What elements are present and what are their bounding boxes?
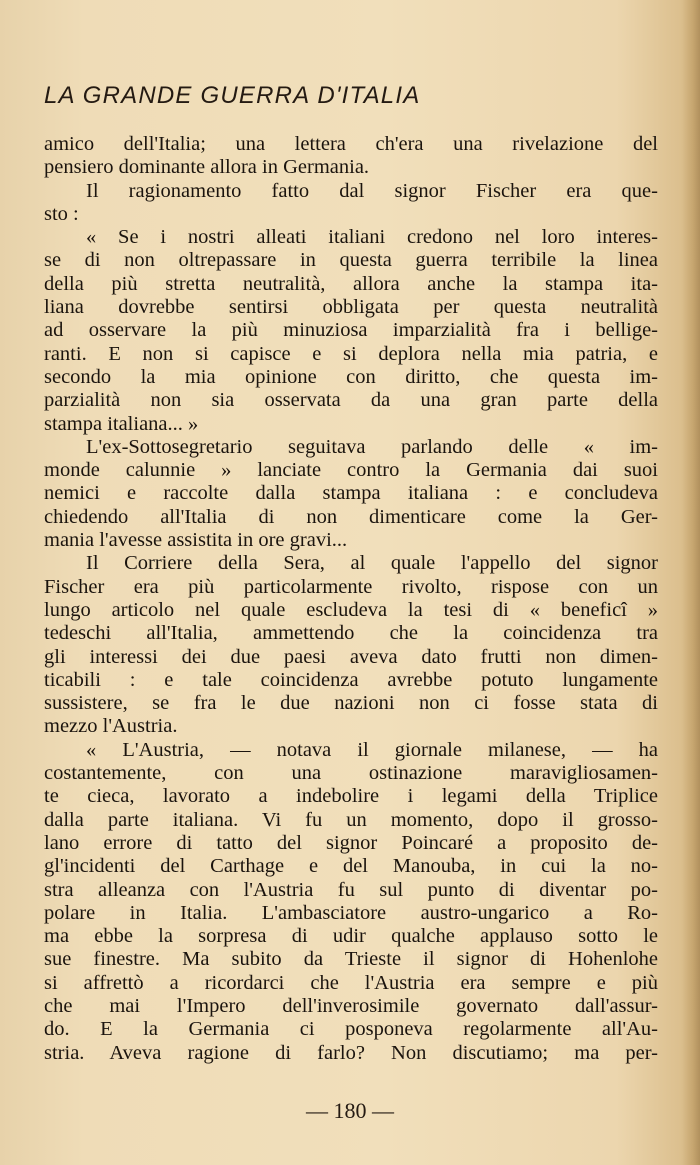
text-line: polare in Italia. L'ambasciatore austro-ungarico a Ro- — [44, 901, 658, 924]
text-line: Il ragionamento fatto dal signor Fischer era que- — [86, 179, 658, 202]
text-line: « L'Austria, — notava il giornale milanese, — ha — [86, 738, 658, 761]
text-line: Il Corriere della Sera, al quale l'appello del signor — [86, 552, 658, 575]
text-line: stra alleanza con l'Austria fu sul punto di diventar po- — [44, 878, 658, 901]
text-line: della più stretta neutralità, allora anche la stampa ita- — [44, 272, 658, 295]
text-line: amico dell'Italia; una lettera ch'era una rivelazione del — [44, 133, 658, 155]
text-line: che mai l'Impero dell'inverosimile governato dall'assur- — [44, 994, 658, 1017]
text-line: « Se i nostri alleati italiani credono nel loro interes- — [86, 226, 658, 249]
running-head: LA GRANDE GUERRA D'ITALIA — [44, 82, 421, 109]
text-line: se di non oltrepassare in questa guerra terribile la linea — [44, 249, 658, 272]
text-line: secondo la mia opinione con diritto, che questa im- — [44, 365, 658, 388]
text-line: gl'incidenti del Carthage e del Manouba, in cui la no- — [44, 855, 658, 878]
text-line: sto : — [44, 202, 79, 225]
text-line: ticabili : e tale coincidenza avrebbe potuto lungamente — [44, 668, 658, 691]
text-line: ranti. E non si capisce e si deplora nella mia patria, e — [44, 342, 658, 365]
text-line: pensiero dominante allora in Germania. — [44, 156, 370, 179]
text-line: sue finestre. Ma subito da Trieste il signor di Hohenlohe — [44, 948, 658, 971]
text-line: sussistere, se fra le due nazioni non ci fosse stata di — [44, 692, 658, 715]
text-line: lungo articolo nel quale escludeva la tesi di « beneficî » — [44, 598, 658, 621]
text-line: costantemente, con una ostinazione maravigliosamen- — [44, 762, 658, 785]
text-line: lano errore di tatto del signor Poincaré a proposito de- — [44, 831, 658, 854]
text-line: te cieca, lavorato a indebolire i legami della Triplice — [44, 785, 658, 808]
text-line: si affrettò a ricordarci che l'Austria era sempre e più — [44, 971, 658, 994]
text-line: ad osservare la più minuziosa imparzialità fra i bellige- — [44, 319, 658, 342]
text-line: ma ebbe la sorpresa di udir qualche applauso sotto le — [44, 925, 658, 948]
text-line: L'ex-Sottosegretario seguitava parlando delle « im- — [86, 435, 658, 458]
text-line: stria. Aveva ragione di farlo? Non discutiamo; ma per- — [44, 1041, 658, 1064]
text-line: parzialità non sia osservata da una gran parte della — [44, 389, 658, 412]
text-line: gli interessi dei due paesi aveva dato frutti non dimen- — [44, 645, 658, 668]
text-line: nemici e raccolte dalla stampa italiana : e concludeva — [44, 482, 658, 505]
text-line: Fischer era più particolarmente rivolto, rispose con un — [44, 575, 658, 598]
page-number: — 180 — — [306, 1098, 394, 1123]
text-line: mania l'avesse assistita in ore gravi... — [44, 529, 348, 552]
text-line: do. E la Germania ci posponeva regolarmente all'Au- — [44, 1018, 658, 1041]
text-line: mezzo l'Austria. — [44, 715, 178, 738]
text-line: stampa italiana... » — [44, 412, 199, 435]
text-line: liana dovrebbe sentirsi obbligata per questa neutralità — [44, 296, 658, 319]
page-edge-shadow — [682, 0, 700, 1165]
text-line: monde calunnie » lanciate contro la Germania dai suoi — [44, 459, 658, 482]
text-line: dalla parte italiana. Vi fu un momento, dopo il grosso- — [44, 808, 658, 831]
page-body-text — [44, 133, 658, 1065]
text-line: tedeschi all'Italia, ammettendo che la coincidenza tra — [44, 622, 658, 645]
text-line: chiedendo all'Italia di non dimenticare come la Ger- — [44, 505, 658, 528]
